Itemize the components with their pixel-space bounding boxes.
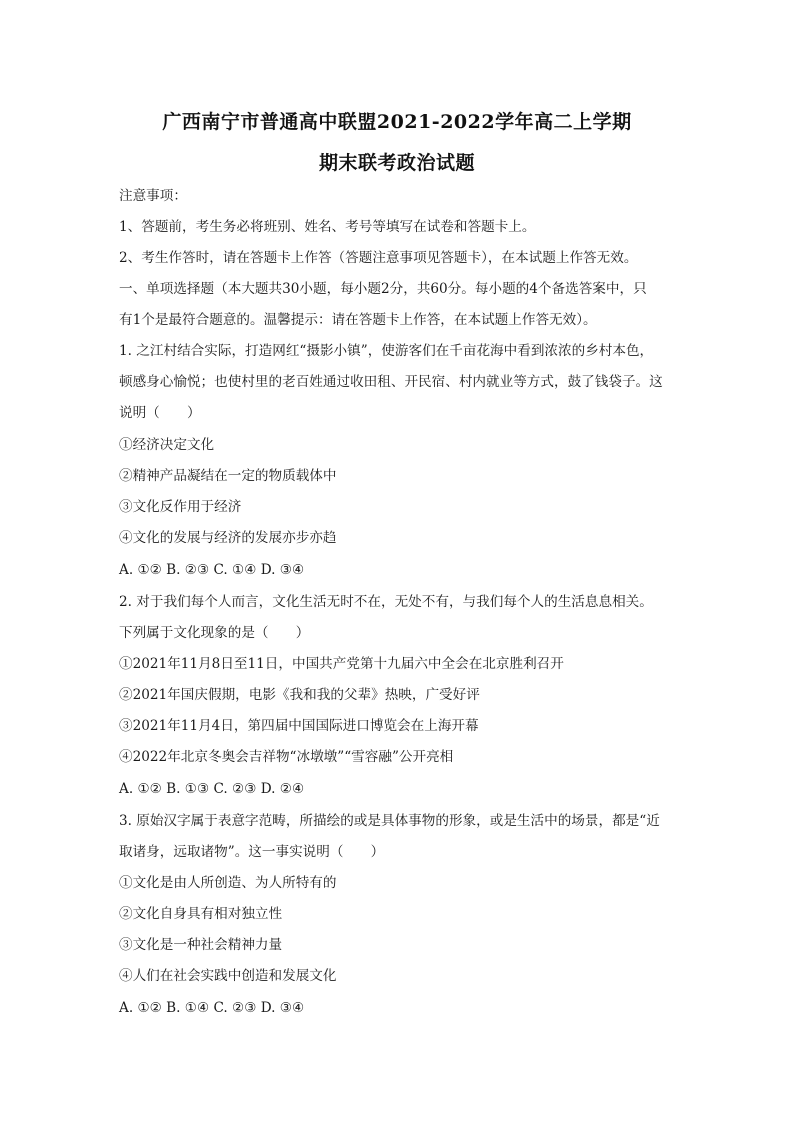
q3-stem-line1: 3. 原始汉字属于表意字范畴，所描绘的或是具体事物的形象，或是生活中的场景，都是“近 bbox=[119, 813, 660, 829]
q2-option-1: ①2021年11月8日至11日，中国共产党第十九届六中全会在北京胜利召开 bbox=[119, 656, 564, 672]
notice-item-2: 2、考生作答时，请在答题卡上作答（答题注意事项见答题卡），在本试题上作答无效。 bbox=[119, 250, 638, 266]
notice-item-1: 1、答题前，考生务必将班别、姓名、考号等填写在试卷和答题卡上。 bbox=[119, 219, 536, 235]
q3-stem-line2: 取诸身，远取诸物”。这一事实说明（ ） bbox=[119, 844, 385, 860]
exam-title-line1: 广西南宁市普通高中联盟2021-2022学年高二上学期 bbox=[162, 111, 632, 133]
q1-stem-line1: 1. 之江村结合实际，打造网红“摄影小镇”，使游客们在千亩花海中看到浓浓的乡村本色， bbox=[119, 343, 654, 359]
q3-option-2: ②文化自身具有相对独立性 bbox=[119, 906, 283, 922]
q2-option-3: ③2021年11月4日，第四届中国国际进口博览会在上海开幕 bbox=[119, 718, 479, 734]
q1-option-1: ①经济决定文化 bbox=[119, 437, 215, 453]
q1-option-2: ②精神产品凝结在一定的物质载体中 bbox=[119, 468, 337, 484]
q1-option-3: ③文化反作用于经济 bbox=[119, 499, 242, 515]
q2-option-2: ②2021年国庆假期，电影《我和我的父辈》热映，广受好评 bbox=[119, 687, 480, 703]
section-instruction-line2: 有1个是最符合题意的。温馨提示：请在答题卡上作答，在本试题上作答无效）。 bbox=[119, 312, 597, 328]
q3-option-1: ①文化是由人所创造、为人所特有的 bbox=[119, 875, 337, 891]
q2-stem-line2: 下列属于文化现象的是（ ） bbox=[119, 625, 310, 641]
exam-title-line2: 期末联考政治试题 bbox=[318, 152, 475, 174]
q3-option-4: ④人们在社会实践中创造和发展文化 bbox=[119, 968, 337, 984]
q1-choices: A. ①② B. ②③ C. ①④ D. ③④ bbox=[119, 562, 305, 578]
q1-stem-line2: 顿感身心愉悦；也使村里的老百姓通过收田租、开民宿、村内就业等方式，鼓了钱袋子。这 bbox=[119, 374, 663, 390]
q2-choices: A. ①② B. ①③ C. ②③ D. ②④ bbox=[119, 781, 305, 797]
q2-stem-line1: 2. 对于我们每个人而言，文化生活无时不在，无处不有，与我们每个人的生活息息相关。 bbox=[119, 594, 653, 610]
q3-option-3: ③文化是一种社会精神力量 bbox=[119, 937, 283, 953]
q3-choices: A. ①② B. ①④ C. ②③ D. ③④ bbox=[119, 1000, 305, 1016]
q1-option-4: ④文化的发展与经济的发展亦步亦趋 bbox=[119, 530, 337, 546]
section-instruction-line1: 一、单项选择题（本大题共30小题，每小题2分，共60分。每小题的4个备选答案中，只 bbox=[119, 281, 647, 297]
q2-option-4: ④2022年北京冬奥会吉祥物“冰墩墩”“雪容融”公开亮相 bbox=[119, 749, 454, 765]
q1-stem-line3: 说明（ ） bbox=[119, 405, 201, 421]
notice-heading: 注意事项： bbox=[119, 188, 187, 204]
